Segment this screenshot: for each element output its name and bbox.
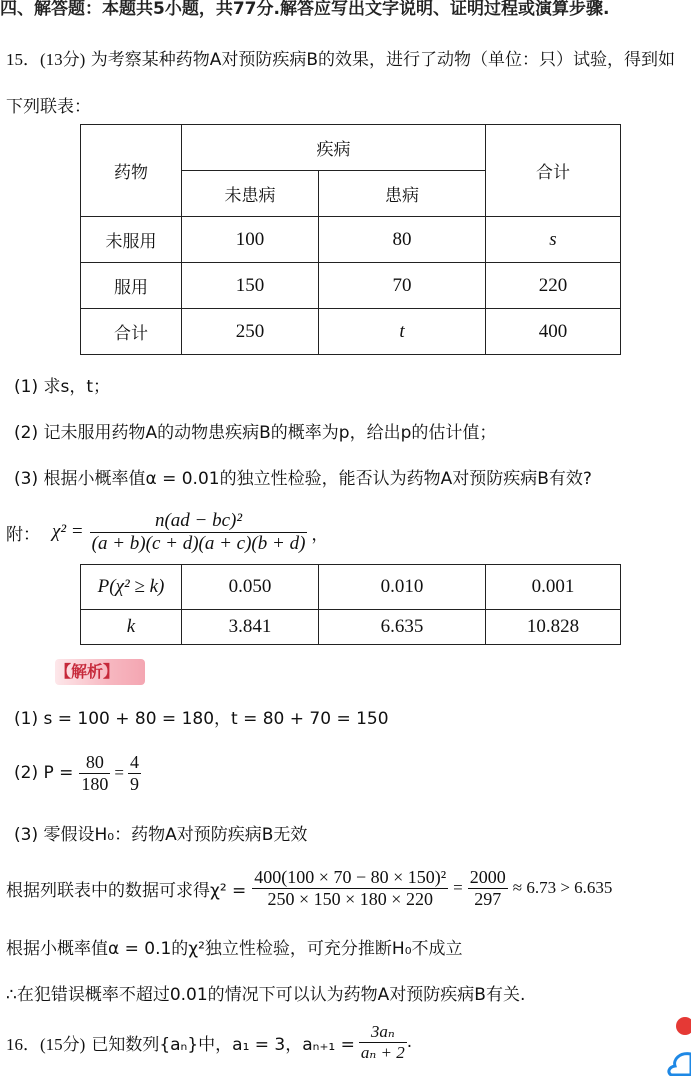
problem-16-text: 已知数列{aₙ}中，a₁ = 3，aₙ₊₁ = — [91, 1034, 355, 1055]
step2-f1-den: 180 — [81, 773, 109, 794]
crit-p-value: 0.001 — [486, 565, 621, 610]
calc-numerator: 400(100 × 70 − 80 × 150)² — [254, 866, 447, 887]
chi-square-numerator: n(ad − bc)² — [154, 509, 243, 531]
cell-sick: t — [319, 309, 486, 355]
table-row — [81, 263, 621, 309]
appendix-formula — [6, 502, 328, 562]
header-disease: 疾病 — [182, 125, 486, 171]
recurrence-den: aₙ + 2 — [360, 1042, 405, 1062]
step2-fraction-2 — [128, 752, 141, 795]
crit-k-value: 3.841 — [182, 610, 319, 645]
cell-total: s — [486, 217, 621, 263]
cell-not-sick: 100 — [182, 217, 319, 263]
calc-tail: ≈ 6.73 > 6.635 — [512, 878, 613, 897]
cell-total: 220 — [486, 263, 621, 309]
solution-label: 【解析】 — [55, 659, 145, 685]
header-not-sick: 未患病 — [182, 171, 319, 217]
cell-sick: 70 — [319, 263, 486, 309]
cell-not-sick: 150 — [182, 263, 319, 309]
problem-15-number: 15．(13分) — [6, 50, 86, 69]
formula-tail: ， — [311, 524, 329, 545]
calc-f2-num: 2000 — [469, 866, 506, 887]
problem-16-tail: . — [406, 1032, 413, 1052]
calc-prefix: 根据列联表中的数据可求得χ² = — [6, 880, 247, 901]
step2-fraction-1 — [79, 752, 110, 795]
crit-p-value: 0.010 — [319, 565, 486, 610]
problem-15-stem-line1: 为考察某种药物A对预防疾病B的效果，进行了动物（单位：只）试验，得到如 — [90, 50, 676, 70]
problem-15-stem — [6, 45, 675, 70]
calc-fraction-1 — [252, 867, 448, 910]
row-label: 服用 — [81, 263, 182, 309]
chi-square-calculation — [6, 862, 612, 914]
row-label: 未服用 — [81, 217, 182, 263]
calc-fraction-2 — [468, 867, 508, 910]
header-drug: 药物 — [81, 125, 182, 217]
question-1: (1) 求s，t； — [14, 377, 111, 397]
table-row — [81, 217, 621, 263]
chi-square-fraction — [90, 510, 308, 555]
header-sick: 患病 — [319, 171, 486, 217]
calc-equals: = — [453, 878, 463, 897]
recurrence-fraction — [359, 1022, 407, 1063]
conclusion-line: ∴在犯错误概率不超过0.01的情况下可以认为药物A对预防疾病B有关. — [6, 985, 526, 1005]
row-label: 合计 — [81, 309, 182, 355]
contingency-table — [80, 124, 621, 355]
solution-step-2 — [14, 748, 141, 798]
cloud-icon[interactable] — [661, 1014, 691, 1076]
question-3: (3) 根据小概率值α = 0.01的独立性检验，能否认为药物A对预防疾病B有效? — [14, 469, 592, 489]
solution-step-1: (1) s = 100 + 80 = 180，t = 80 + 70 = 150 — [14, 709, 389, 729]
calc-f2-den: 297 — [468, 888, 508, 910]
cell-sick: 80 — [319, 217, 486, 263]
problem-15-stem-line2: 下列联表： — [6, 97, 91, 117]
problem-16 — [6, 1016, 412, 1068]
chi-square-denominator: (a + b)(c + d)(a + c)(b + d) — [91, 532, 306, 554]
step2-equals: = — [114, 763, 124, 782]
calc-denominator: 250 × 150 × 180 × 220 — [252, 888, 448, 910]
crit-row2-label: k — [81, 610, 182, 645]
chi-square-lhs: χ² = — [52, 521, 84, 542]
recurrence-num: 3aₙ — [370, 1021, 395, 1041]
crit-k-value: 10.828 — [486, 610, 621, 645]
cell-not-sick: 250 — [182, 309, 319, 355]
solution-step-3: (3) 零假设H₀：药物A对预防疾病B无效 — [14, 825, 308, 845]
problem-16-number: 16．(15分) — [6, 1034, 86, 1054]
step2-f2-den: 9 — [129, 773, 139, 794]
question-2: (2) 记未服用药物A的动物患疾病B的概率为p，给出p的估计值； — [14, 423, 497, 443]
independence-test-line: 根据小概率值α = 0.1的χ²独立性检验，可充分推断H₀不成立 — [6, 939, 463, 959]
crit-row1-label: P(χ² ≥ k) — [81, 565, 182, 610]
step2-f1-num: 80 — [85, 751, 104, 772]
appendix-label: 附： — [6, 524, 40, 545]
section-heading: 四、解答题：本题共5小题，共77分.解答应写出文字说明、证明过程或演算步骤. — [0, 0, 610, 19]
table-row — [81, 309, 621, 355]
crit-k-value: 6.635 — [319, 610, 486, 645]
step2-f2-num: 4 — [129, 751, 139, 772]
crit-p-value: 0.050 — [182, 565, 319, 610]
step2-prefix: (2) P = — [14, 763, 74, 783]
cell-total: 400 — [486, 309, 621, 355]
critical-value-table — [80, 564, 621, 645]
header-total: 合计 — [486, 125, 621, 217]
